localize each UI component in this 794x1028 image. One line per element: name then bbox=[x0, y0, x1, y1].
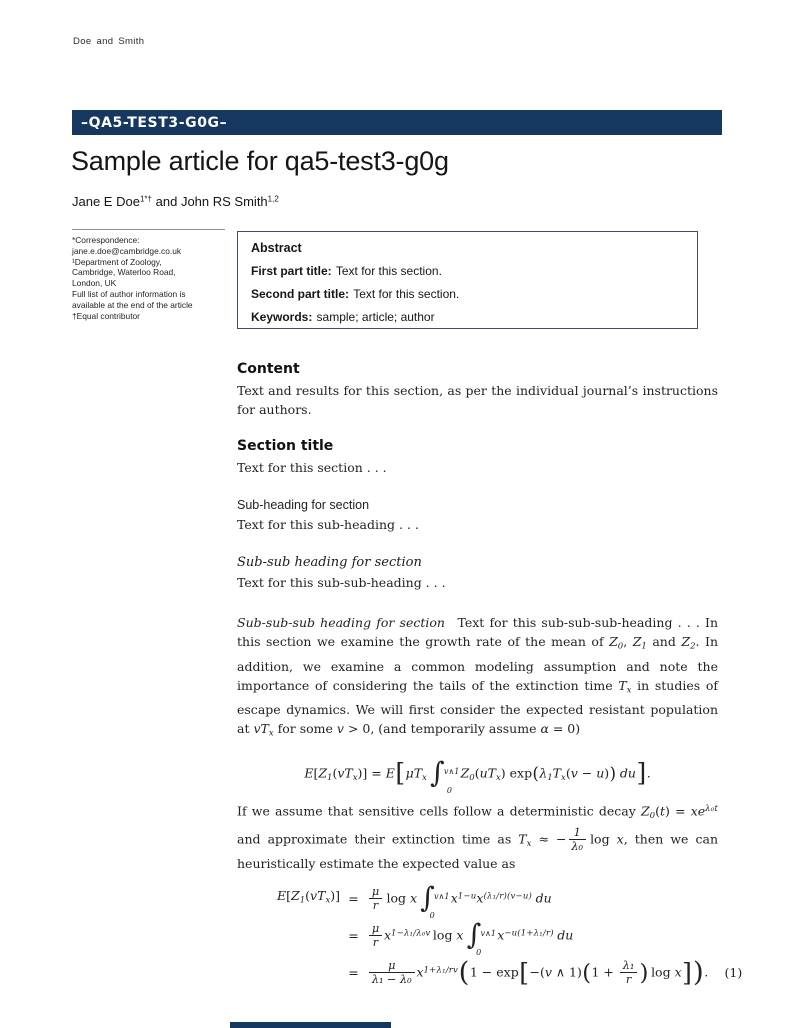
subsubsection-paragraph: Text for this sub-sub-heading . . . bbox=[237, 575, 446, 590]
abstract-row-text: Text for this section. bbox=[335, 264, 442, 278]
equation-row bbox=[237, 956, 743, 989]
equation-rhs: $\frac{\mu}{r}$ log x ∫ v∧1 0 $x^{1-u}x^{(\lambda_1/r)(v-u)}$ du bbox=[367, 885, 684, 913]
abstract-row-label: Second part title: bbox=[251, 287, 350, 301]
note-line: Cambridge, Waterloo Road, bbox=[72, 267, 176, 278]
author-line bbox=[72, 194, 279, 209]
equals-sign: = bbox=[348, 891, 359, 907]
author-name-2: John RS Smith bbox=[180, 194, 268, 209]
article-id-label: –QA5-TEST3-G0G– bbox=[81, 114, 228, 131]
equation-row bbox=[237, 917, 718, 958]
note-line: ¹Department of Zoology, bbox=[72, 256, 162, 267]
abstract-box bbox=[237, 231, 698, 329]
main-column bbox=[237, 361, 743, 989]
running-head: Doe and Smith bbox=[73, 36, 145, 47]
display-equation: $E[Z_1(vT_x)] = E[\mu T_x$ ∫ v∧1 0 $Z_0(uT_x) \exp(\lambda_1T_x(v - u))$ du]. bbox=[304, 755, 651, 796]
note-line: †Equal contributor bbox=[72, 310, 140, 321]
note-line: available at the end of the article bbox=[72, 299, 193, 310]
content-paragraph: Text and results for this section, as per the individual journal’s instructions for authors. bbox=[237, 383, 718, 417]
equation-number: (1) bbox=[724, 965, 743, 981]
equation-row bbox=[237, 880, 718, 921]
equals-sign: = bbox=[348, 928, 359, 944]
author-name-1: Jane E Doe bbox=[72, 194, 140, 209]
article-title: Sample article for qa5-test3-g0g bbox=[71, 146, 449, 176]
note-line: *Correspondence: bbox=[72, 235, 140, 245]
correspondence-note bbox=[72, 229, 225, 321]
note-line-email: jane.e.doe@cambridge.co.uk bbox=[72, 245, 182, 256]
abstract-row-label: Keywords: bbox=[251, 310, 313, 324]
subsubsection-heading: Sub-sub heading for section bbox=[237, 555, 422, 570]
abstract-row bbox=[251, 287, 684, 301]
section-heading-content: Content bbox=[237, 361, 300, 377]
abstract-row bbox=[251, 264, 684, 278]
paragraph-with-inline-math: If we assume that sensitive cells follow a deterministic decay $Z_0(t) = xe^{\lambda_0t}$ and approximate their extinction time as $T_x$ ≈ − $\frac{1}{\text{λ₀}}$ log x, then we can heuristically estimate the expected value as bbox=[237, 803, 718, 871]
note-line: London, UK bbox=[72, 278, 117, 289]
section-heading-title: Section title bbox=[237, 438, 334, 454]
abstract-title: Abstract bbox=[251, 241, 302, 255]
equation-array bbox=[237, 880, 743, 989]
abstract-row bbox=[251, 310, 684, 324]
author-separator: and bbox=[152, 194, 181, 209]
author-2-affiliation-marks: 1,2 bbox=[267, 194, 279, 204]
equation-rhs: $\frac{\mu}{\text{λ₁ − λ₀}}$ $x^{1+\lambda_1/rv}(1 - \exp[-(v$ ∧ 1)(1 + $\frac{\text{λ₁}}{r}$ ) log x]). bbox=[367, 959, 708, 987]
note-line: Full list of author information is bbox=[72, 288, 186, 299]
equation-rhs: $\frac{\mu}{r}$ $x^{1-\lambda_1/\lambda_0v}$ log x ∫ v∧1 0 $x^{-u(1+\lambda_1/r)}$ du bbox=[367, 922, 684, 950]
abstract-row-text: Text for this section. bbox=[353, 287, 460, 301]
author-1-affiliation-marks: 1*† bbox=[139, 194, 153, 204]
section-paragraph: Text for this section . . . bbox=[237, 460, 387, 475]
equals-sign: = bbox=[348, 965, 359, 981]
subsection-paragraph: Text for this sub-heading . . . bbox=[237, 517, 419, 532]
abstract-row-text: sample; article; author bbox=[316, 310, 435, 324]
equation-lhs: $E[Z_1(vT_x)]$ bbox=[277, 888, 340, 906]
abstract-row-label: First part title: bbox=[251, 264, 332, 278]
article-id-banner bbox=[72, 110, 722, 135]
footer-bar bbox=[230, 1022, 391, 1028]
paragraph-with-inline-math: Sub-sub-sub heading for section Text for this sub-sub-sub-heading . . . In this section we examine the growth rate of the mean of $Z_0$, $Z_1$ and $Z_2$. In addition, we examine a common modeling assumption and note the importance of considering the tails of the extinction time $T_x$ in studies of escape dynamics. We will first consider the expected resistant population at $vT_x$ for some v > 0, (and temporarily assume α = 0) bbox=[237, 615, 719, 739]
subsection-heading: Sub-heading for section bbox=[237, 498, 370, 512]
